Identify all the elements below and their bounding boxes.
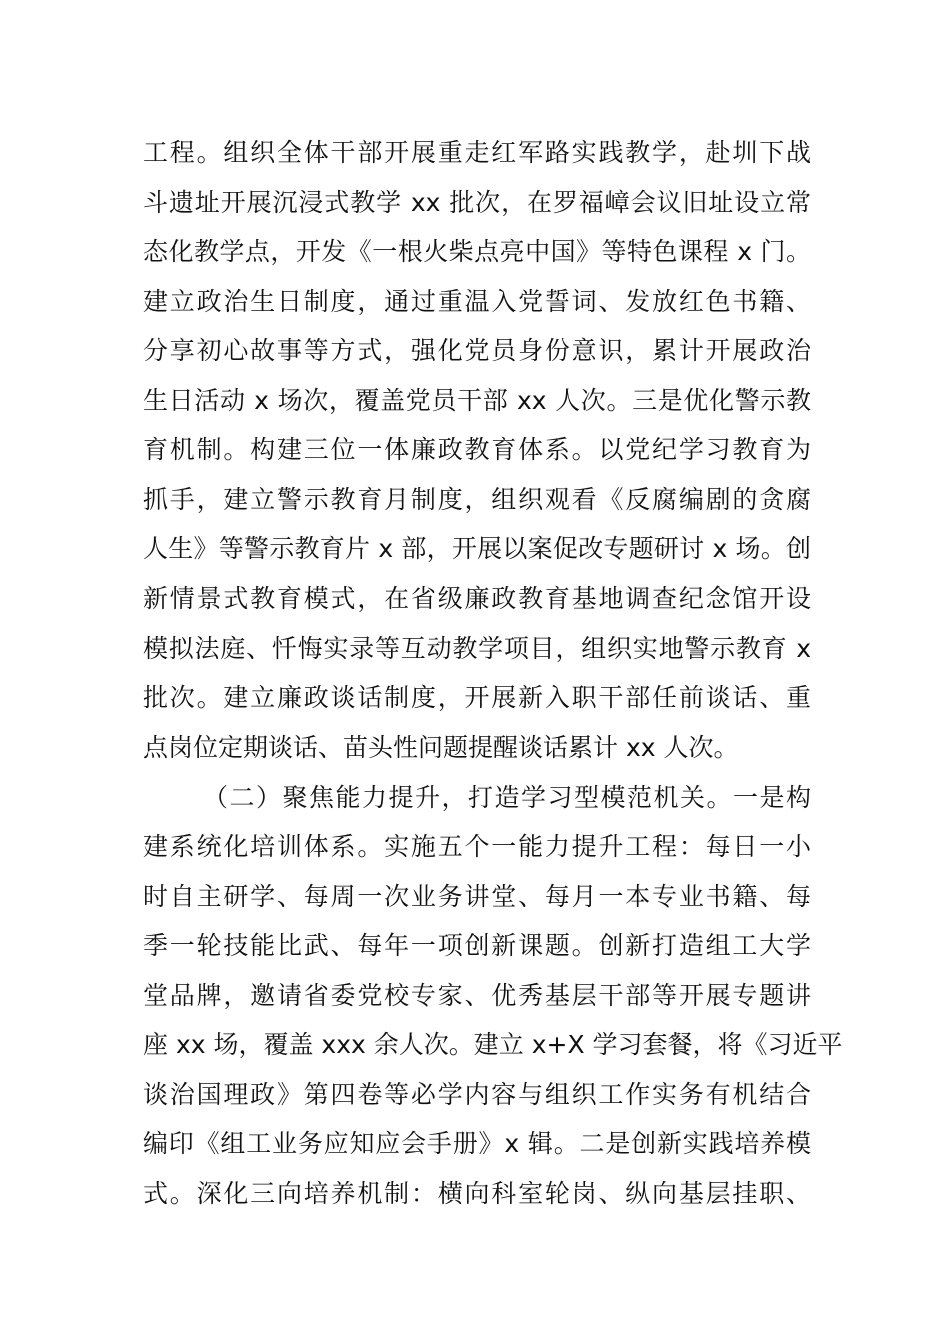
text-line: 座 xx 场，覆盖 xxx 余人次。建立 x+X 学习套餐，将《习近平 [143,1030,843,1059]
section-heading-line: （二）聚焦能力提升，打造学习型模范机关。一是构 [203,783,811,812]
text-line: 分享初心故事等方式，强化党员身份意识，累计开展政治 [143,336,811,365]
text-line: 编印《组工业务应知应会手册》x 辑。二是创新实践培养模 [143,1129,811,1158]
text-line: 工程。组织全体干部开展重走红军路实践教学，赴圳下战 [143,138,811,167]
text-line: 堂品牌，邀请省委党校专家、优秀基层干部等开展专题讲 [143,981,811,1010]
text-line: 批次。建立廉政谈话制度，开展新入职干部任前谈话、重 [143,683,811,712]
text-line: 建立政治生日制度，通过重温入党誓词、发放红色书籍、 [143,287,811,316]
text-line: 生日活动 x 场次，覆盖党员干部 xx 人次。三是优化警示教 [143,386,811,415]
text-line: 态化教学点，开发《一根火柴点亮中国》等特色课程 x 门。 [143,237,811,266]
text-line: 时自主研学、每周一次业务讲堂、每月一本专业书籍、每 [143,882,811,911]
text-line: 谈治国理政》第四卷等必学内容与组织工作实务有机结合 [143,1080,811,1109]
text-line: 点岗位定期谈话、苗头性问题提醒谈话累计 xx 人次。 [143,733,739,762]
text-line: 人生》等警示教育片 x 部，开展以案促改专题研讨 x 场。创 [143,534,811,563]
text-line: 式。深化三向培养机制：横向科室轮岗、纵向基层挂职、 [143,1179,811,1208]
text-line: 新情景式教育模式，在省级廉政教育基地调查纪念馆开设 [143,584,811,613]
text-line: 斗遗址开展沉浸式教学 xx 批次，在罗福嶂会议旧址设立常 [143,188,811,217]
text-line: 育机制。构建三位一体廉政教育体系。以党纪学习教育为 [143,435,811,464]
text-line: 抓手，建立警示教育月制度，组织观看《反腐编剧的贪腐 [143,485,811,514]
text-line: 建系统化培训体系。实施五个一能力提升工程：每日一小 [143,832,811,861]
text-line: 季一轮技能比武、每年一项创新课题。创新打造组工大学 [143,931,811,960]
text-line: 模拟法庭、忏悔实录等互动教学项目，组织实地警示教育 x [143,634,811,663]
